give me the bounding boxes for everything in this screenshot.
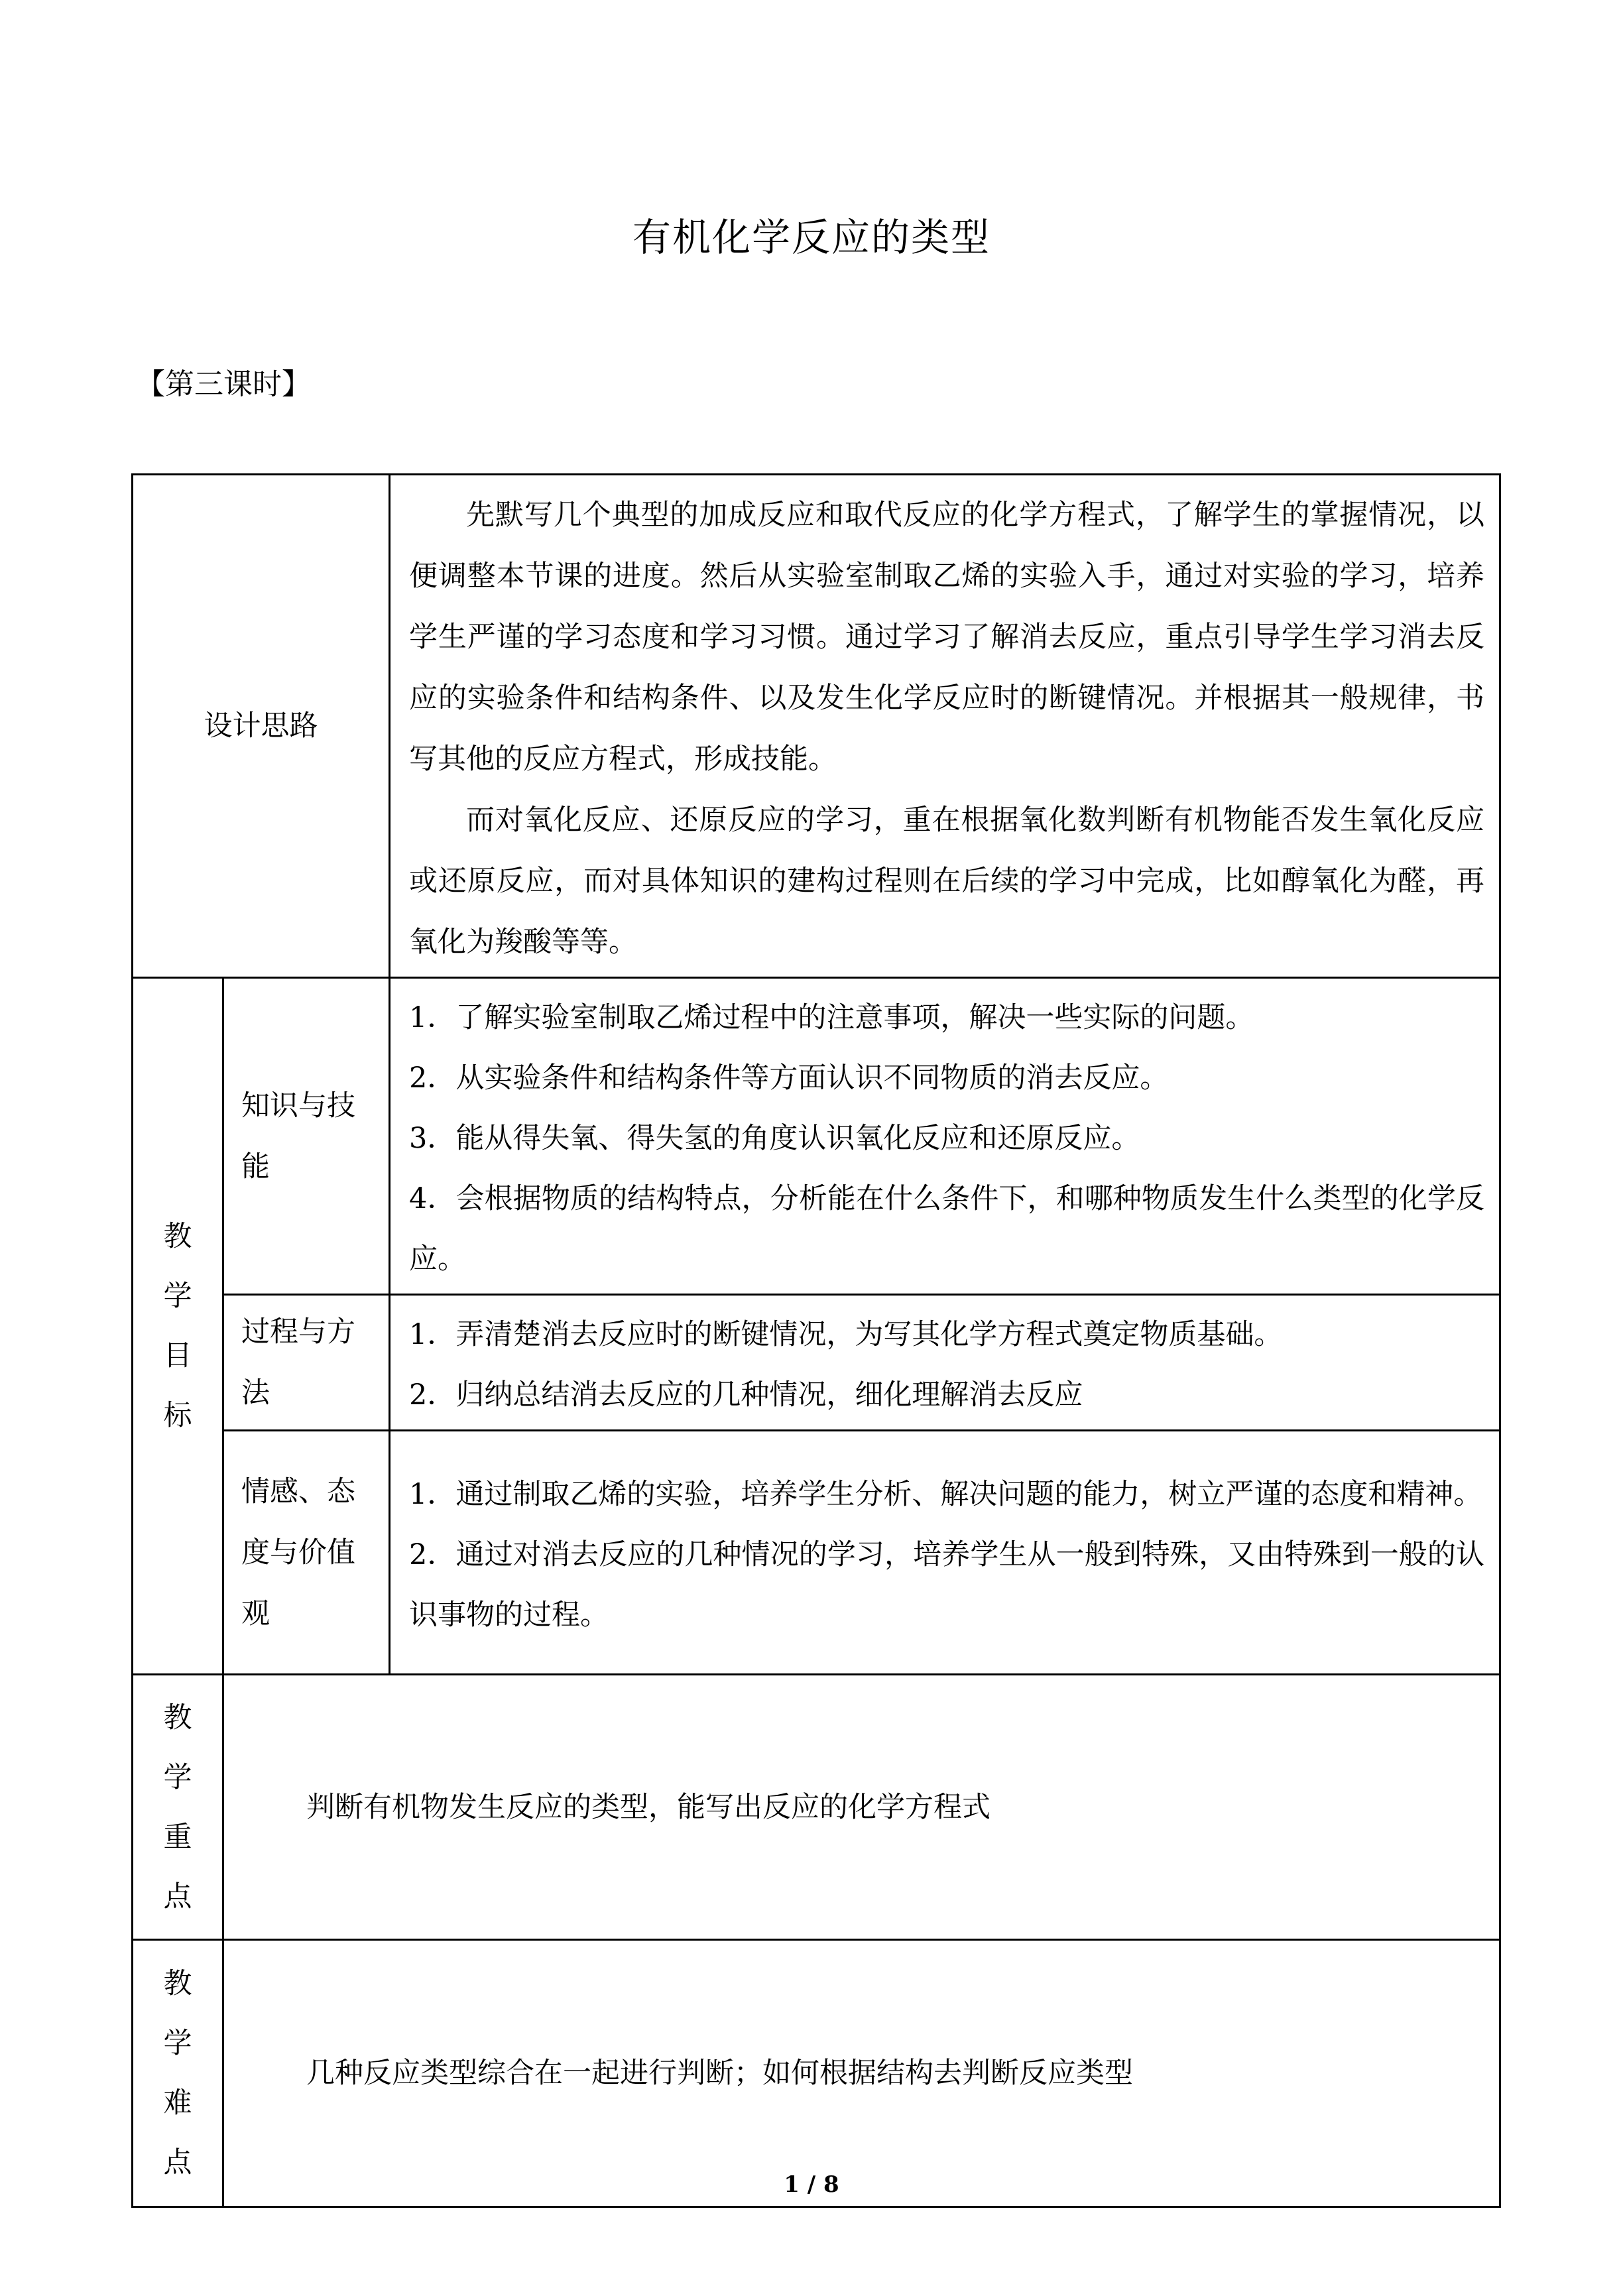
process-label: 过程与方法: [223, 1295, 390, 1431]
key-points-label-char: 教: [163, 1701, 192, 1734]
emotion-row: [133, 1431, 1500, 1675]
key-points-row: [133, 1675, 1500, 1940]
lesson-plan-table: [131, 473, 1501, 2208]
objectives-label-char: 目: [163, 1339, 192, 1372]
page-number: 1 / 8: [784, 2171, 839, 2198]
document-title: 有机化学反应的类型: [632, 215, 991, 260]
design-content: [390, 475, 1500, 978]
knowledge-item: 2．从实验条件和结构条件等方面认识不同物质的消去反应。: [409, 1061, 1169, 1095]
objectives-label: [133, 978, 223, 1675]
difficulties-label-char: 教: [163, 1967, 192, 2000]
knowledge-item: 3．能从得失氧、得失氢的角度认识氧化反应和还原反应。: [409, 1122, 1140, 1155]
knowledge-row: [133, 978, 1500, 1295]
objectives-label-char: 标: [163, 1399, 192, 1432]
difficulties-label-char: 难: [163, 2086, 192, 2120]
key-points-label-char: 学: [163, 1760, 192, 1794]
key-points-text: 判断有机物发生反应的类型，能写出反应的化学方程式: [223, 1675, 1500, 1940]
key-points-label-char: 重: [163, 1820, 192, 1854]
lesson-label: 【第三课时】: [136, 367, 311, 401]
design-label: 设计思路: [133, 475, 390, 978]
process-item: 1．弄清楚消去反应时的断键情况，为写其化学方程式奠定物质基础。: [409, 1318, 1283, 1351]
difficulties-row: [133, 1940, 1500, 2207]
process-row: [133, 1295, 1500, 1431]
difficulties-label-char: 学: [163, 2027, 192, 2060]
knowledge-content: [390, 978, 1500, 1295]
knowledge-label: 知识与技能: [223, 978, 390, 1295]
difficulties-text: 几种反应类型综合在一起进行判断；如何根据结构去判断反应类型: [223, 1940, 1500, 2207]
process-content: [390, 1295, 1500, 1431]
knowledge-item: 1．了解实验室制取乙烯过程中的注意事项，解决一些实际的问题。: [409, 1001, 1254, 1034]
knowledge-item: 4．会根据物质的结构特点，分析能在什么条件下，和哪种物质发生什么类型的化学反应。: [409, 1182, 1484, 1276]
objectives-label-char: 教: [163, 1220, 192, 1253]
emotion-item: 2．通过对消去反应的几种情况的学习，培养学生从一般到特殊，又由特殊到一般的认识事物的过程。: [409, 1538, 1484, 1632]
emotion-label: 情感、态度与价值观: [223, 1431, 390, 1675]
difficulties-label: [133, 1940, 223, 2207]
difficulties-label-char: 点: [163, 2146, 192, 2179]
emotion-item: 1．通过制取乙烯的实验，培养学生分析、解决问题的能力，树立严谨的态度和精神。: [409, 1478, 1482, 1511]
process-item: 2．归纳总结消去反应的几种情况，细化理解消去反应: [409, 1378, 1083, 1412]
design-paragraph: 而对氧化反应、还原反应的学习，重在根据氧化数判断有机物能否发生氧化反应或还原反应，而对具体知识的建构过程则在后续的学习中完成，比如醇氧化为醛，再氧化为羧酸等等。: [409, 804, 1484, 959]
emotion-content: [390, 1431, 1500, 1675]
design-paragraph: 先默写几个典型的加成反应和取代反应的化学方程式，了解学生的掌握情况，以便调整本节课的进度。然后从实验室制取乙烯的实验入手，通过对实验的学习，培养学生严谨的学习态度和学习习惯。通过学习了解消去反应，重点引导学生学习消去反应的实验条件和结构条件、以及发生化学反应时的断键情况。并根据其一般规律，书写其他的反应方程式，形成技能。: [409, 499, 1484, 776]
key-points-label-char: 点: [163, 1880, 192, 1913]
design-row: [133, 475, 1500, 978]
key-points-label: [133, 1675, 223, 1940]
objectives-label-char: 学: [163, 1280, 192, 1313]
